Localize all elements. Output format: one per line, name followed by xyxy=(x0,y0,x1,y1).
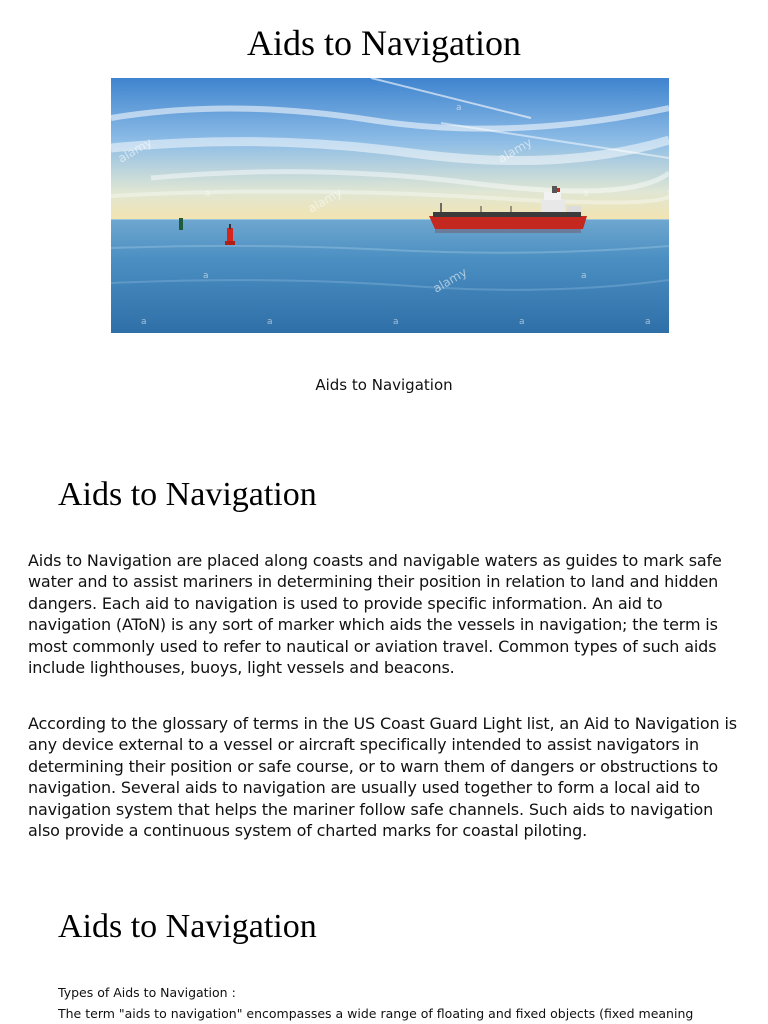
section-heading: Aids to Navigation xyxy=(58,908,317,945)
page-title: Aids to Navigation xyxy=(247,23,521,63)
svg-text:a: a xyxy=(203,271,209,281)
svg-text:alamy: alamy xyxy=(495,135,535,166)
image-caption: Aids to Navigation xyxy=(315,376,453,394)
svg-text:alamy: alamy xyxy=(115,135,155,166)
body-paragraph: According to the glossary of terms in the US Coast Guard Light list, an Aid to Navigation is any device external to a vessel or aircraft specifically intended to assist navigators in determining their position or safe course, or to warn them of dangers or obstructions to navigation. Several aids to navigation are usually used together to form a local aid to navigation system that helps the mariner follow safe channels. Such aids to navigation also provide a continuous system of charted marks for coastal piloting. xyxy=(28,714,737,841)
svg-text:a: a xyxy=(583,189,589,199)
green-buoy xyxy=(179,218,183,230)
svg-text:a: a xyxy=(141,317,147,327)
svg-text:a: a xyxy=(456,103,462,113)
svg-text:alamy: alamy xyxy=(305,185,345,216)
section-heading: Aids to Navigation xyxy=(58,476,317,513)
svg-text:a: a xyxy=(267,317,273,327)
types-label: Types of Aids to Navigation : xyxy=(58,985,236,1000)
types-text: The term "aids to navigation" encompasses a wide range of floating and fixed objects (fixed meaning xyxy=(58,1006,694,1021)
svg-text:a: a xyxy=(581,271,587,281)
hero-image xyxy=(111,78,669,333)
svg-text:a: a xyxy=(393,317,399,327)
svg-text:a: a xyxy=(205,189,211,199)
body-paragraph: Aids to Navigation are placed along coasts and navigable waters as guides to mark safe water and to assist mariners in determining their position in relation to land and hidden dangers. Each aid to navigation is used to provide specific information. An aid to navigation (AToN) is any sort of marker which aids the vessels in navigation; the term is most commonly used to refer to nautical or aviation travel. Common types of such aids include lighthouses, buoys, light vessels and beacons. xyxy=(28,551,722,678)
svg-text:a: a xyxy=(645,317,651,327)
svg-text:a: a xyxy=(519,317,525,327)
svg-text:alamy: alamy xyxy=(430,265,470,296)
